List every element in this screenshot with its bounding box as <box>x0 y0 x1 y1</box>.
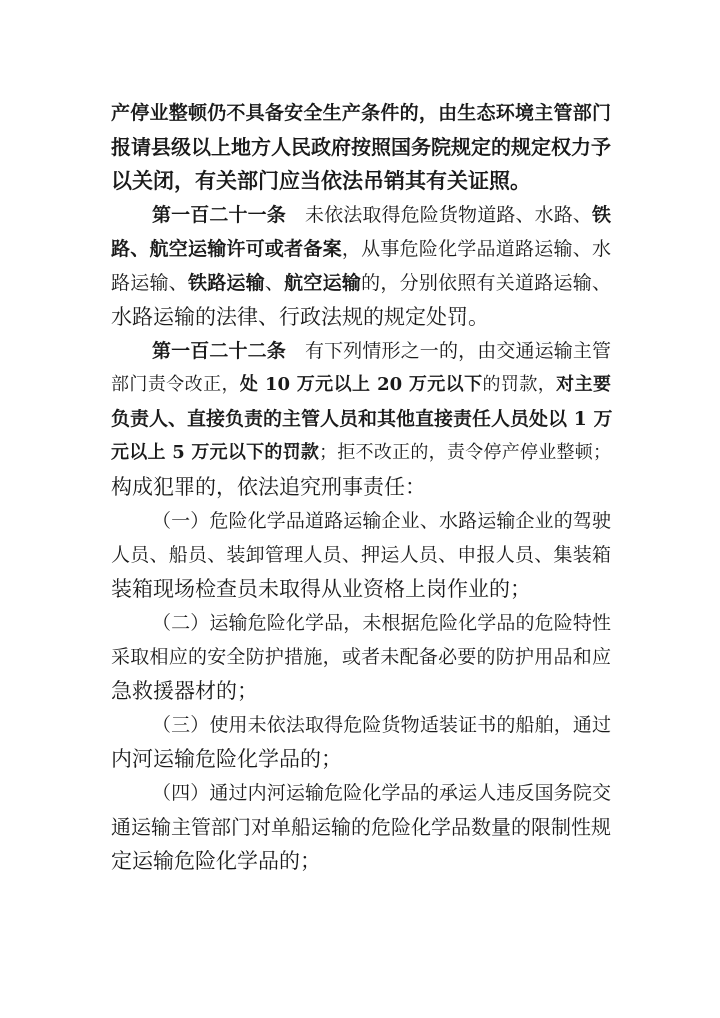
text-line <box>111 368 611 402</box>
text-line <box>152 334 611 368</box>
text-run: 通运输主管部门对单船运输的危险化学品数量的限制性规 <box>111 815 611 839</box>
text-run: 对主要 <box>556 374 612 395</box>
text-run: 水路运输的法律、行政法规的规定处罚。 <box>111 305 489 329</box>
text-run: 报请县级以上地方人民政府按照国务院规定的规定权力予 <box>111 135 611 159</box>
article-heading: 第一百二十一条 <box>152 204 286 226</box>
text-line <box>111 436 611 470</box>
text-line <box>152 776 611 810</box>
text-line <box>111 232 611 266</box>
text-run: 处 10 万元以上 20 万元以下 <box>239 374 483 395</box>
text-line <box>111 640 611 674</box>
text-line <box>152 606 611 640</box>
text-run: 的，分别依照有关道路运输、 <box>361 272 611 294</box>
text-run: 内河运输危险化学品的； <box>111 747 342 771</box>
text-run: 的罚款， <box>482 374 557 395</box>
text-run: 部门责令改正， <box>111 374 240 395</box>
text-run: 航空运输 <box>284 272 362 294</box>
text-line <box>152 198 611 232</box>
text-run: 以关闭，有关部门应当依法吊销其有关证照。 <box>111 168 531 193</box>
text-line <box>111 572 611 606</box>
text-run: 路运输、 <box>111 272 188 294</box>
text-line <box>111 96 611 130</box>
text-line <box>111 300 611 334</box>
text-line <box>111 266 611 300</box>
text-run: 未依法取得危险货物道路、水路、 <box>285 204 592 226</box>
text-run: 有下列情形之一的，由交通运输主管 <box>285 340 611 362</box>
text-run: 路、航空运输许可或者备案 <box>111 238 342 260</box>
text-run: （二）运输危险化学品，未根据危险化学品的危险特性 <box>152 612 611 634</box>
text-run: ；拒不改正的，责令停产停业整顿； <box>319 442 611 463</box>
article-heading: 第一百二十二条 <box>152 340 286 362</box>
text-run: 装箱现场检查员未取得从业资格上岗作业的； <box>111 577 531 601</box>
text-run: （一）危险化学品道路运输企业、水路运输企业的驾驶 <box>152 510 611 532</box>
text-run: 急救援器材的； <box>111 679 258 703</box>
text-line <box>152 504 611 538</box>
text-line <box>111 402 611 436</box>
text-run: 采取相应的安全防护措施，或者未配备必要的防护用品和应 <box>111 646 611 668</box>
text-line <box>111 164 611 198</box>
text-run: 元以上 5 万元以下的罚款 <box>111 442 320 463</box>
text-line <box>111 130 611 164</box>
text-line <box>111 674 611 708</box>
text-run: 人员、船员、装卸管理人员、押运人员、申报人员、集装箱 <box>111 544 611 566</box>
text-run: 定运输危险化学品的； <box>111 849 321 873</box>
text-run: 构成犯罪的，依法追究刑事责任： <box>111 475 426 499</box>
text-run: 负责人、直接负责的主管人员和其他直接责任人员处以 1 万 <box>111 408 613 430</box>
text-run: （三）使用未依法取得危险货物适装证书的船舶，通过 <box>152 714 611 736</box>
text-run: 、 <box>264 272 285 294</box>
text-line <box>111 844 611 878</box>
text-line <box>111 742 611 776</box>
text-line <box>152 708 611 742</box>
text-line <box>111 538 611 572</box>
text-run: 铁 <box>591 204 611 226</box>
text-run: （四）通过内河运输危险化学品的承运人违反国务院交 <box>152 782 611 804</box>
text-run: ，从事危险化学品道路运输、水 <box>341 238 611 260</box>
text-line <box>111 470 611 504</box>
text-run: 铁路运输 <box>187 272 265 294</box>
text-run: 产停业整顿仍不具备安全生产条件的，由生态环境主管部门 <box>111 102 611 124</box>
text-line <box>111 810 611 844</box>
